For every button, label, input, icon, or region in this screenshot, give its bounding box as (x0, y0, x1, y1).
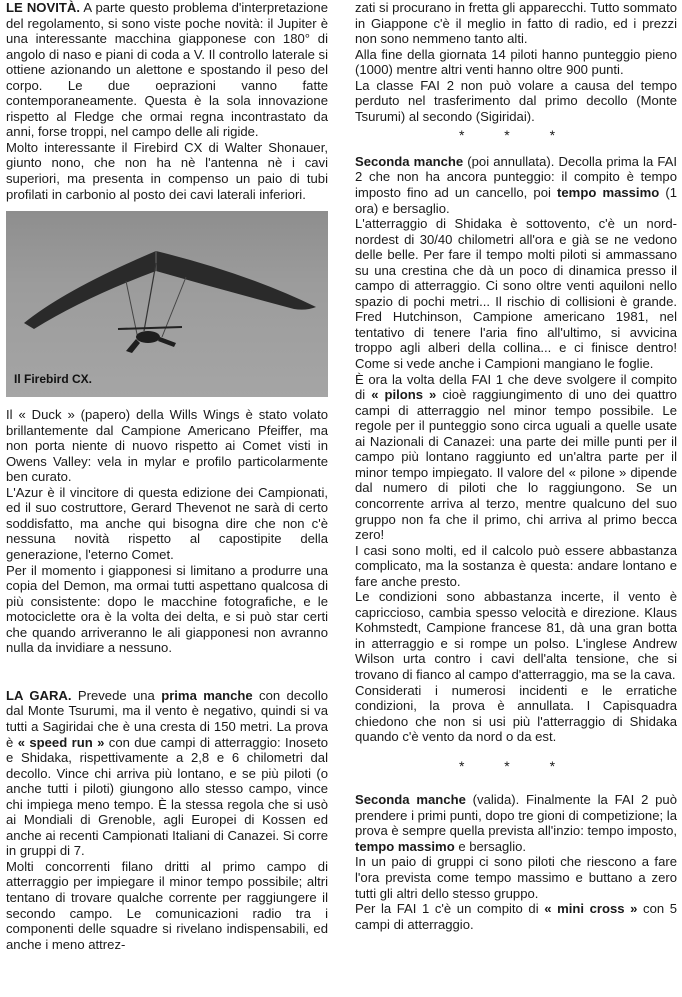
paragraph-casi: I casi sono molti, ed il calcolo può essere abbastanza complicato, ma la sostanza è questa: andare lontano e fare anche presto. (355, 542, 677, 589)
section-separator: * * * (458, 127, 574, 144)
paragraph-incidenti: Considerati i numerosi incidenti e le erratiche condizioni, la prova è annullata. I Capisquadra chiedono che non si usi più l'atterraggio di Shidaka quando c'è vento da nord o da est. (355, 682, 677, 745)
section-kicker-gara: LA GARA. (6, 687, 72, 703)
paragraph-gruppi: In un paio di gruppi ci sono piloti che riescono a fare l'ora prevista come tempo massimo e buttano a zero tutti gli altri dello stesso gruppo. (355, 854, 677, 901)
paragraph-fai2: La classe FAI 2 non può volare a causa del tempo perduto nel trasferimento dal primo decollo (Monte Tsurumi) al secondo (Sigiridai). (355, 77, 677, 124)
paragraph-shidaka: L'atterraggio di Shidaka è sottovento, c'è un nord-nordest di 30/40 chilometri all'ora e già se ne vedono delle belle. Per fare il tempo molti piloti si ammassano su una crestina che dà un poco di dinamica presso il campo di atterraggio. Ci sono oltre venti aquiloni nello spazio di pochi metri... Il rischio di collisioni è grande. Fred Hutchinson, Campione americano 1981, nel tentativo di tenere l'aria fino all'ultimo, si avvicina troppo agli alberi della collina... e ci finisce dentro! Come si vede anche i Campioni mangiano le foglie. (355, 216, 677, 372)
pilot-figure (136, 331, 160, 343)
paragraph-gara: LA GARA. Prevede una prima manche con decollo dal Monte Tsurumi, ma il vento è negativo, quindi si va tutti a Sagiridai che è una cresta di 150 metri. La prova è « speed run » con due campi di atterraggio: Inoseto e Shidaka, rispettivamente a 2,8 e 6 chilometri dal decollo. Vince chi arriva più lontano, e se più piloti (o anche tutti i piloti) giungono allo stesso campo, vince chi impiega meno tempo. È la stessa regola che si usò ai Mondiali di Grenoble, agli Europei di Kossen ed anche ai recenti Campionati Italiani di Canazei. Si corre in gruppi di 7. (6, 687, 329, 859)
paragraph-pilons: È ora la volta della FAI 1 che deve svolgere il compito di « pilons » cioè raggiungimento di uno dei quattro campi di atterraggio nel minor tempo possibile. Le regole per il punteggio sono circa uguali a quelle usate ai Nazionali di Canazei: una parte dei mille punti per il campo più lontano raggiunto ed un'altra parte per il minor tempo impiegato. Il valore del « pilone » dipende dal numero di piloti che lo raggiungono. Se un concorrente arriva al terzo, mentre qualcuno del suo gruppo non fa che il primo, chi arriva al primo becca zero! (355, 371, 677, 543)
paragraph-condizioni: Le condizioni sono abbastanza incerte, il vento è capriccioso, cambia spesso velocità e direzione. Klaus Kohmstedt, Campione francese 81, dà una gran botta in atterraggio e si rompe un polso. L'inglese Andrew Wilson urta contro i cavi dell'alta tensione, che si trovano di fianco al campo d'atterraggio, ma se la cava. (355, 589, 677, 682)
section-kicker-seconda-manche-valida: Seconda manche (355, 792, 466, 808)
left-column (6, 0, 328, 952)
paragraph-punteggio: Alla fine della giornata 14 piloti hanno punteggio pieno (1000) mentre altri venti hanno oltre 900 punti. (355, 46, 677, 78)
paragraph-seconda-manche-annullata: Seconda manche (poi annullata). Decolla prima la FAI 2 che non ha ancora punteggio: il compito è tempo imposto fino ad un cancello, poi tempo massimo (1 ora) e bersaglio. (355, 153, 677, 216)
paragraph-radio: zati si procurano in fretta gli apparecchi. Tutto sommato in Giappone c'è il meglio in fatto di radio, ed i prezzi non sono nemmeno tanto alti. (355, 0, 677, 47)
section-separator: * * * (458, 757, 574, 774)
section-kicker-seconda-manche: Seconda manche (355, 153, 464, 169)
section-kicker-novita: LE NOVITÀ. (6, 0, 80, 15)
paragraph-giapponesi: Per il momento i giapponesi si limitano a produrre una copia del Demon, ma ormai tutti aspettano qualcosa di più consistente: dopo le macchine fotografiche, e le motociclette ora è la volta dei delta, e si può star certi che quando arriveranno le ali giapponesi non avranno nulla da invidiare a nessuno. (6, 562, 328, 656)
right-column (355, 0, 677, 932)
paragraph-duck: Il « Duck » (papero) della Wills Wings è stato volato brillantemente dal Campione Americano Pfeiffer, ma non porta niente di nuovo rispetto ai Comet visti in Owens Valley: vela in mylar e profilo particolarmente ben curato. (6, 407, 328, 485)
paragraph-mini-cross: Per la FAI 1 c'è un compito di « mini cross » con 5 campi di atterraggio. (355, 901, 678, 932)
paragraph-firebird: Molto interessante il Firebird CX di Walter Shonauer, giunto nono, che non ha nè l'antenna nè i cavi superiori, ma presenta in compenso un paio di tubi profilati in carbonio al posto dei cavi laterali inferiori. (6, 139, 328, 202)
paragraph-azur: L'Azur è il vincitore di questa edizione dei Campionati, ed il suo costruttore, Gerard Thevenot ne sarà di certo soddisfatto, ma anche qui bisogna dire che non c'è nessuna novità rispetto al capostipite della generazione, l'eterno Comet. (6, 484, 328, 563)
paragraph-novita: LE NOVITÀ. A parte questo problema d'interpretazione del regolamento, si sono viste poche novità: il Jupiter è una interessante macchina giapponese con 180° di angolo di naso e piani di coda a V. Il controllo laterale si ottiene azionando un alettone e spostando il peso del corpo. Le due oeprazioni vanno fatte contemporaneamente. Questa è la sola innovazione rispetto al Fledge che ormai regna incontrastato da anni, forse troppi, nel campo delle ali rigide. (6, 0, 328, 140)
paragraph-seconda-manche-valida: Seconda manche (valida). Finalmente la FAI 2 può prendere i primi punti, dopo tre gioni di competizione; la prova è sempre quella prevista all'inzio: tempo imposto, tempo massimo e bersaglio. (355, 792, 678, 854)
hang-glider-photo (6, 211, 328, 397)
paragraph-concorrenti: Molti concorrenti filano dritti al primo campo di atterraggio per impiegare il minor tempo possibile; altri tentano di trovare qualche corrente per raggiungere il secondo campo. Le comunicazioni radio tra i componenti delle squadre si rivelano indispensabili, ed anche i meno attrez- (6, 858, 328, 952)
hang-glider-illustration (6, 211, 328, 397)
photo-caption: Il Firebird CX. (14, 371, 93, 386)
